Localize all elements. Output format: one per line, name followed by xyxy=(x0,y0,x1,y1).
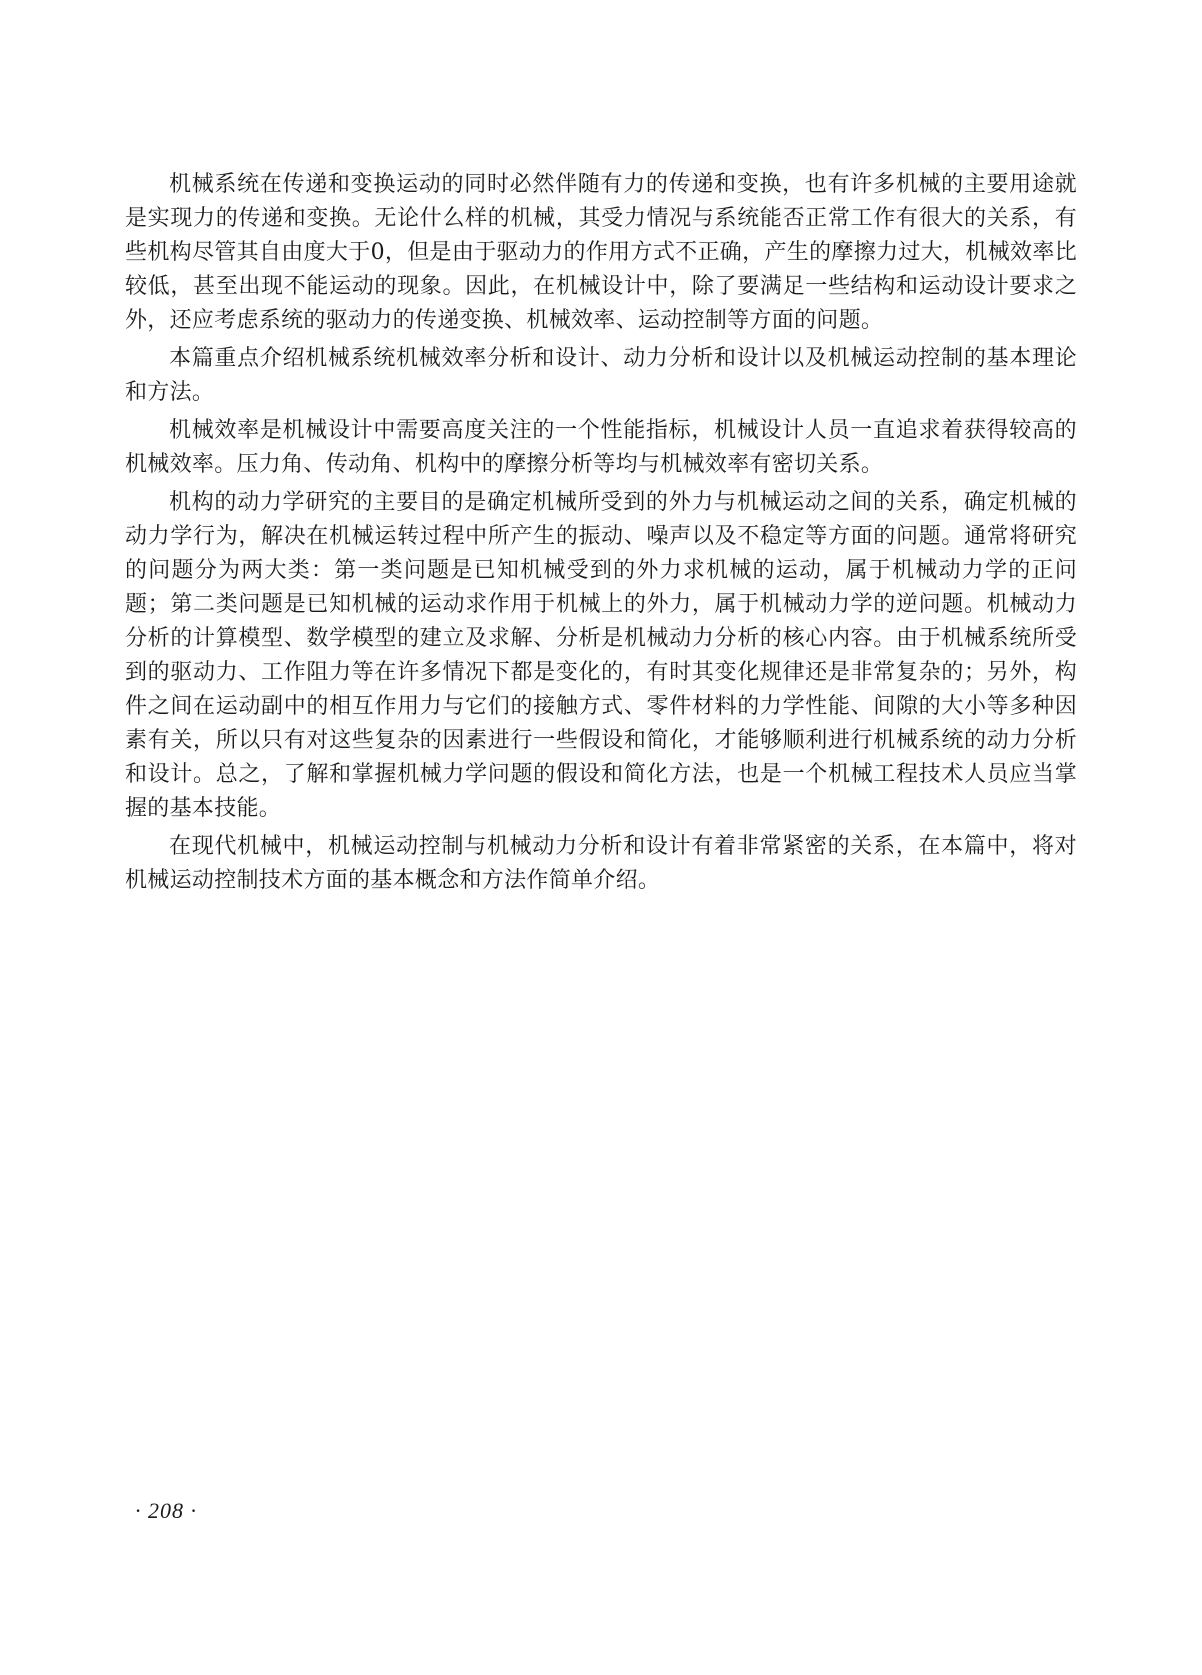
paragraph-5: 在现代机械中，机械运动控制与机械动力分析和设计有着非常紧密的关系，在本篇中，将对机械运动控制技术方面的基本概念和方法作简单介绍。 xyxy=(125,834,1077,893)
paragraph-3: 机械效率是机械设计中需要高度关注的一个性能指标，机械设计人员一直追求着获得较高的机械效率。压力角、传动角、机构中的摩擦分析等均与机械效率有密切关系。 xyxy=(125,418,1077,477)
paragraph-4: 机构的动力学研究的主要目的是确定机械所受到的外力与机械运动之间的关系，确定机械的动力学行为，解决在机械运转过程中所产生的振动、噪声以及不稳定等方面的问题。通常将研究的问题分为两大类：第一类问题是已知机械受到的外力求机械的运动，属于机械动力学的正问题；第二类问题是已知机械的运动求作用于机械上的外力，属于机械动力学的逆问题。机械动力分析的计算模型、数学模型的建立及求解、分析是机械动力分析的核心内容。由于机械系统所受到的驱动力、工作阻力等在许多情况下都是变化的，有时其变化规律还是非常复杂的；另外，构件之间在运动副中的相互作用力与它们的接触方式、零件材料的力学性能、间隙的大小等多种因素有关，所以只有对这些复杂的因素进行一些假设和简化，才能够顺利进行机械系统的动力分析和设计。总之，了解和掌握机械力学问题的假设和简化方法，也是一个机械工程技术人员应当掌握的基本技能。 xyxy=(125,490,1077,821)
paragraph-2: 本篇重点介绍机械系统机械效率分析和设计、动力分析和设计以及机械运动控制的基本理论和方法。 xyxy=(125,346,1077,405)
page-number: · 208 · xyxy=(135,1498,197,1523)
paragraph-1: 机械系统在传递和变换运动的同时必然伴随有力的传递和变换，也有许多机械的主要用途就是实现力的传递和变换。无论什么样的机械，其受力情况与系统能否正常工作有很大的关系，有些机构尽管其自由度大于0，但是由于驱动力的作用方式不正确，产生的摩擦力过大，机械效率比较低，甚至出现不能运动的现象。因此，在机械设计中，除了要满足一些结构和运动设计要求之外，还应考虑系统的驱动力的传递变换、机械效率、运动控制等方面的问题。 xyxy=(125,172,1077,333)
body-text xyxy=(125,168,1077,902)
